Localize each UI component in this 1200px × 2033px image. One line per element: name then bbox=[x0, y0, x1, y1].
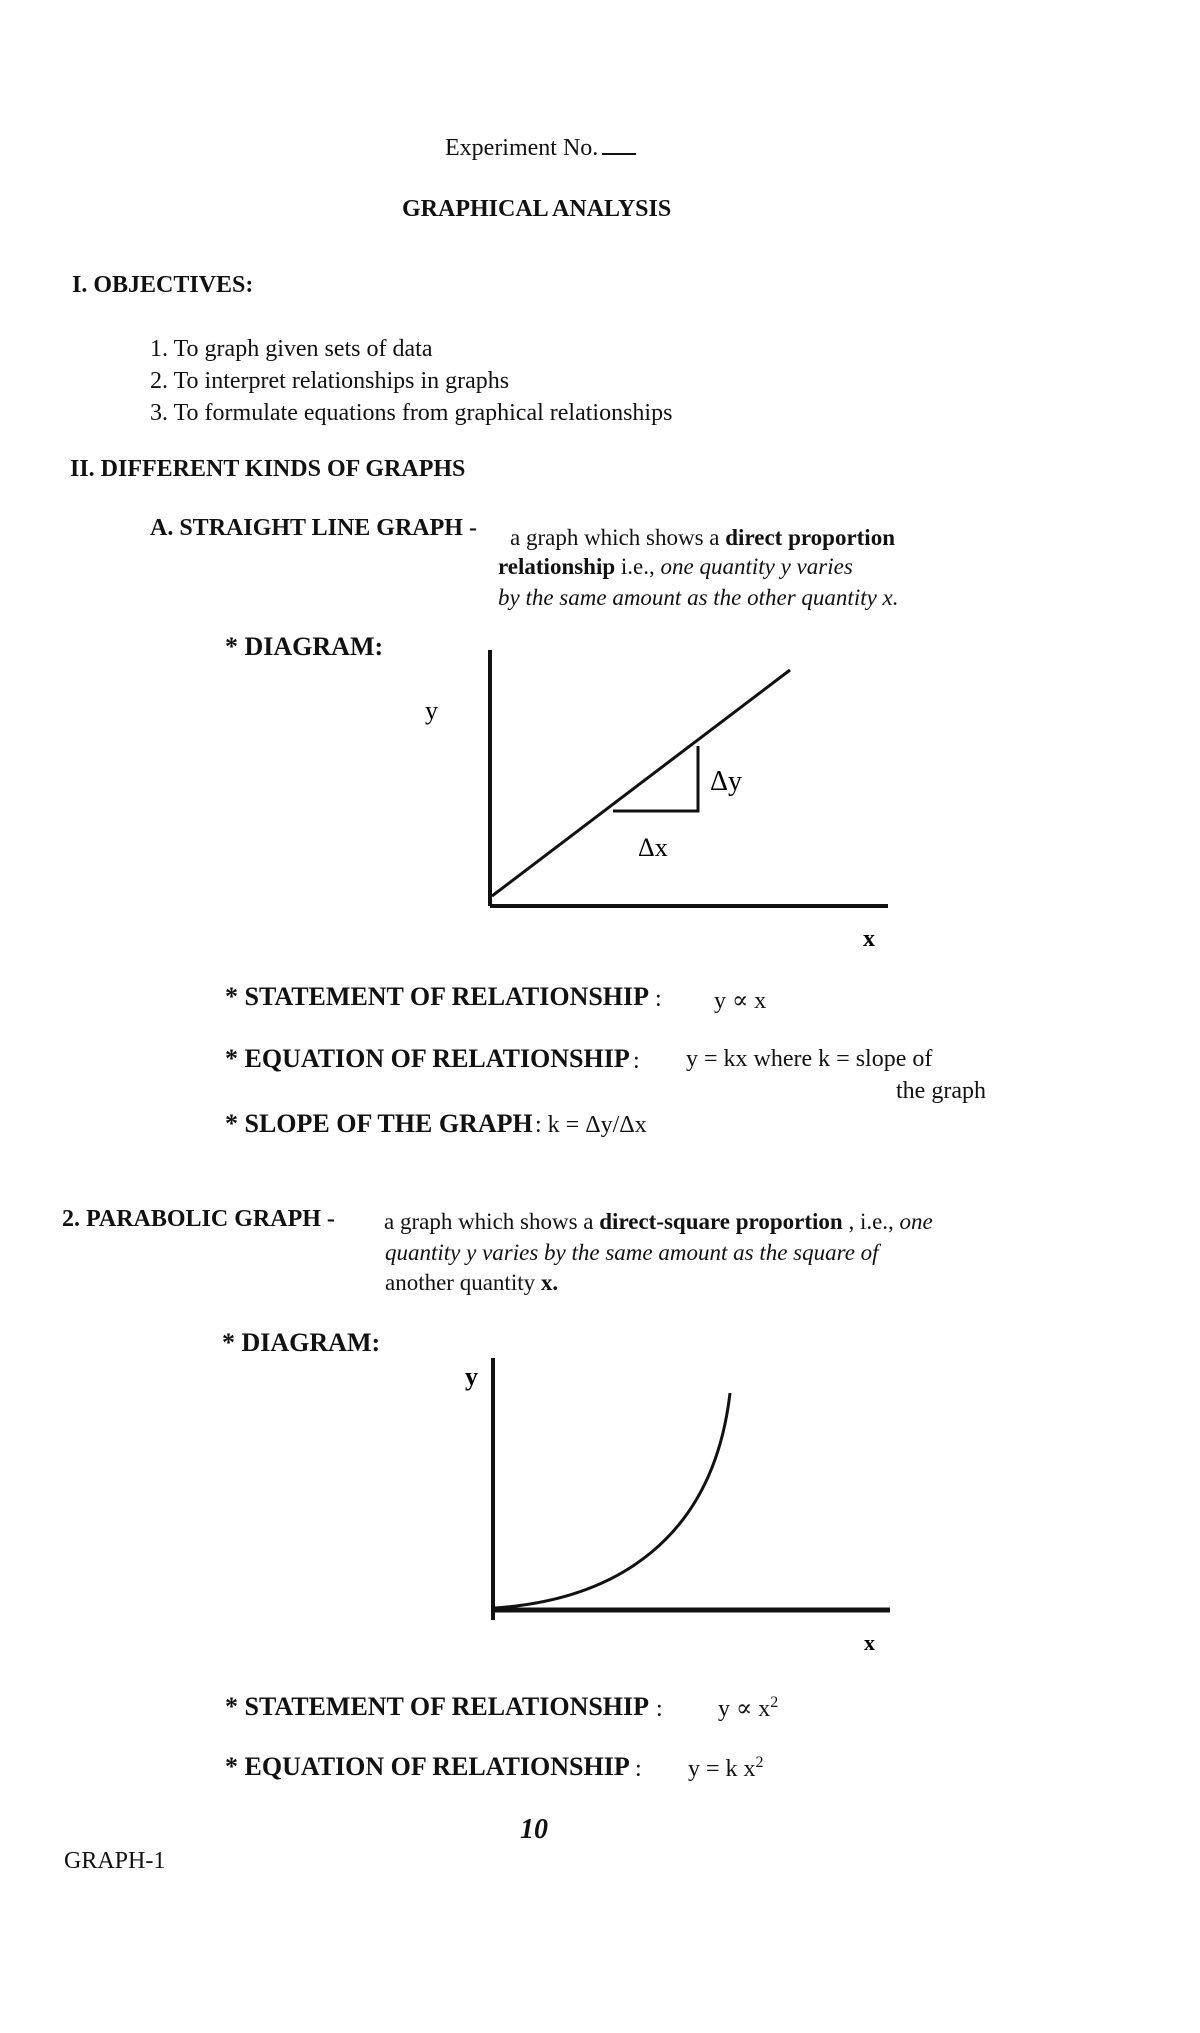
parabolic-desc-one: one bbox=[899, 1209, 933, 1234]
parabolic-desc-ie: , i.e., bbox=[842, 1209, 900, 1234]
straight-desc-ie: i.e., bbox=[615, 554, 661, 579]
parabolic-statement-colon: : bbox=[656, 1696, 663, 1722]
straight-desc-relationship: relationship bbox=[498, 554, 616, 579]
straight-line-label: A. STRAIGHT LINE GRAPH - bbox=[150, 515, 477, 541]
straight-desc-bold: direct proportion bbox=[725, 525, 895, 550]
straight-diagram-label: * DIAGRAM: bbox=[225, 632, 384, 661]
parabolic-axis-y-label: y bbox=[465, 1362, 478, 1391]
parabolic-equation-label: * EQUATION OF RELATIONSHIP bbox=[225, 1752, 630, 1781]
objective-item-3: 3. To formulate equations from graphical relationships bbox=[150, 400, 673, 426]
delta-y-label: Δy bbox=[710, 766, 743, 797]
parabolic-desc-3 bbox=[385, 1270, 558, 1296]
parabolic-desc-1 bbox=[384, 1209, 933, 1235]
parabolic-desc-bold: direct-square proportion bbox=[599, 1209, 843, 1234]
slope-value: : k = Δy/Δx bbox=[535, 1112, 647, 1138]
straight-equation-value-2: the graph bbox=[896, 1078, 986, 1104]
straight-statement-colon: : bbox=[655, 986, 662, 1012]
straight-line-plot bbox=[492, 670, 790, 896]
slope-triangle bbox=[613, 746, 698, 811]
parabolic-statement-exp: 2 bbox=[770, 1694, 779, 1711]
parabolic-diagram-label: * DIAGRAM: bbox=[222, 1328, 381, 1357]
straight-line-desc-3: by the same amount as the other quantity x. bbox=[498, 585, 899, 610]
parabolic-statement-label: * STATEMENT OF RELATIONSHIP bbox=[225, 1692, 650, 1721]
parabolic-statement-base: y ∝ x bbox=[718, 1696, 771, 1722]
parabolic-axis-x-label: x bbox=[864, 1630, 875, 1655]
parabolic-statement-value bbox=[718, 1694, 778, 1723]
straight-statement-value: y ∝ x bbox=[714, 988, 767, 1014]
parabolic-desc-text: a graph which shows a bbox=[384, 1209, 600, 1234]
straight-equation-value: y = kx where k = slope of bbox=[686, 1046, 933, 1072]
kinds-heading: II. DIFFERENT KINDS OF GRAPHS bbox=[70, 456, 466, 482]
straight-axis-x-label: x bbox=[863, 926, 875, 952]
objectives-heading: I. OBJECTIVES: bbox=[72, 272, 254, 298]
parabolic-label: 2. PARABOLIC GRAPH - bbox=[62, 1206, 335, 1232]
page-title: GRAPHICAL ANALYSIS bbox=[402, 196, 672, 222]
footer-code: GRAPH-1 bbox=[64, 1848, 166, 1874]
page-number: 10 bbox=[520, 1814, 548, 1845]
straight-statement-label: * STATEMENT OF RELATIONSHIP bbox=[225, 982, 650, 1011]
experiment-label: Experiment No. bbox=[445, 135, 599, 161]
parabolic-equation-value bbox=[688, 1754, 764, 1783]
parabolic-desc-another: another quantity bbox=[385, 1270, 541, 1295]
straight-desc-italic: one quantity y varies bbox=[660, 554, 853, 579]
straight-equation-colon: : bbox=[633, 1048, 640, 1074]
objective-item-1: 1. To graph given sets of data bbox=[150, 336, 433, 362]
straight-equation-label: * EQUATION OF RELATIONSHIP bbox=[225, 1044, 630, 1073]
parabolic-equation-colon: : bbox=[635, 1756, 642, 1782]
parabolic-desc-x: x. bbox=[540, 1270, 559, 1295]
straight-desc-text: a graph which shows a bbox=[510, 525, 726, 550]
parabolic-equation-base: y = k x bbox=[688, 1756, 756, 1782]
slope-label: * SLOPE OF THE GRAPH bbox=[225, 1109, 533, 1138]
parabola-curve bbox=[494, 1393, 730, 1608]
delta-x-label: Δx bbox=[638, 833, 668, 862]
straight-axis-y-label: y bbox=[425, 696, 438, 725]
parabolic-desc-2: quantity y varies by the same amount as the square of bbox=[385, 1240, 879, 1265]
parabolic-equation-exp: 2 bbox=[755, 1754, 764, 1771]
objective-item-2: 2. To interpret relationships in graphs bbox=[150, 368, 510, 394]
